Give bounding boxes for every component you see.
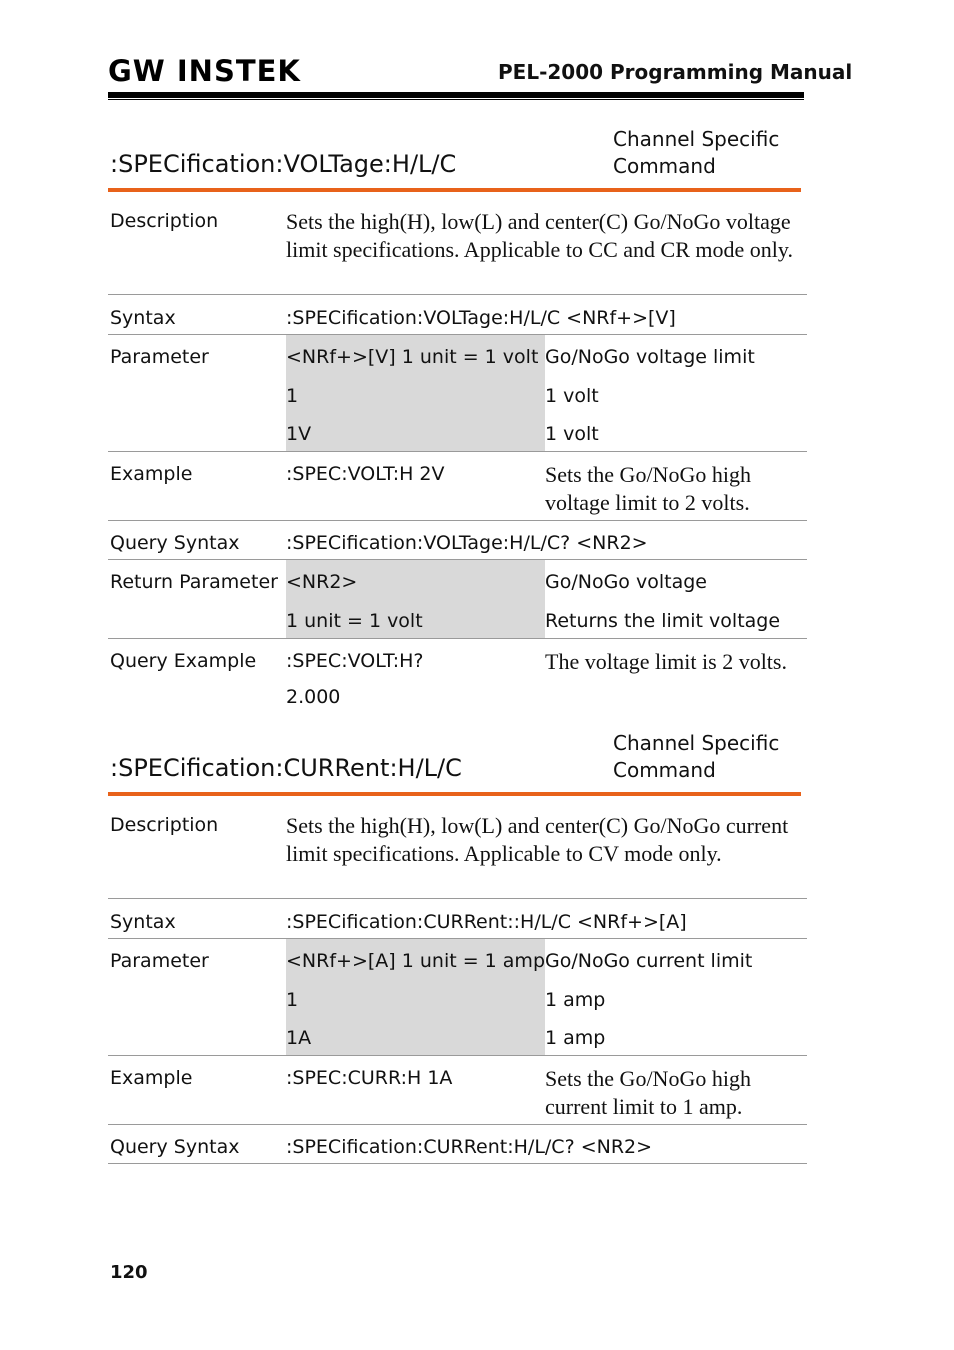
query-syntax-label: Query Syntax xyxy=(110,1136,240,1158)
description-text: Sets the high(H), low(L) and center(C) Go/NoGo voltage limit specifications. Applicable to CC and CR mode only. xyxy=(286,209,793,262)
parameter-label: Parameter xyxy=(110,346,209,368)
header-rule xyxy=(108,92,804,98)
section-rule xyxy=(108,792,801,796)
parameter-desc: 1 amp xyxy=(545,989,606,1011)
example-label: Example xyxy=(110,463,193,485)
query-example-label: Query Example xyxy=(110,650,257,672)
syntax-label: Syntax xyxy=(110,911,176,933)
row-divider xyxy=(108,898,807,899)
return-desc: Returns the limit voltage xyxy=(545,610,781,632)
description-text: Sets the high(H), low(L) and center(C) Go/NoGo current limit specifications. Applicable to CV mode only. xyxy=(286,813,789,866)
channel-specific-tag xyxy=(613,730,779,784)
query-example-description: The voltage limit is 2 volts. xyxy=(545,649,787,674)
tag-line-2: Command xyxy=(613,758,716,782)
parameter-desc: Go/NoGo voltage limit xyxy=(545,346,755,368)
query-syntax-label: Query Syntax xyxy=(110,532,240,554)
channel-specific-tag xyxy=(613,126,779,180)
parameter-value: 1 xyxy=(286,989,299,1011)
parameter-value: 1A xyxy=(286,1027,312,1049)
syntax-text: :SPECification:VOLTage:H/L/C <NRf+>[V] xyxy=(286,307,676,329)
example-label: Example xyxy=(110,1067,193,1089)
section-title-current: :SPECification:CURRent:H/L/C xyxy=(110,754,462,782)
query-example-result: 2.000 xyxy=(286,686,341,708)
description-label: Description xyxy=(110,210,219,232)
parameter-value: 1 xyxy=(286,385,299,407)
query-syntax-text: :SPECification:CURRent:H/L/C? <NR2> xyxy=(286,1136,653,1158)
row-divider xyxy=(108,451,807,452)
query-syntax-text: :SPECification:VOLTage:H/L/C? <NR2> xyxy=(286,532,648,554)
row-divider xyxy=(108,520,807,521)
return-desc: Go/NoGo voltage xyxy=(545,571,707,593)
parameter-value: <NRf+>[V] 1 unit = 1 volt xyxy=(286,346,539,368)
parameter-label: Parameter xyxy=(110,950,209,972)
svg-text:GW INSTEK: GW INSTEK xyxy=(108,54,301,88)
syntax-label: Syntax xyxy=(110,307,176,329)
example-command: :SPEC:VOLT:H 2V xyxy=(286,463,445,485)
parameter-desc: Go/NoGo current limit xyxy=(545,950,753,972)
return-value: <NR2> xyxy=(286,571,358,593)
tag-line-2: Command xyxy=(613,154,716,178)
example-command: :SPEC:CURR:H 1A xyxy=(286,1067,453,1089)
row-divider xyxy=(108,1124,807,1125)
manual-title: PEL-2000 Programming Manual xyxy=(498,60,853,84)
row-divider xyxy=(108,294,807,295)
parameter-desc: 1 amp xyxy=(545,1027,606,1049)
row-divider xyxy=(108,1163,807,1164)
gw-instek-logo xyxy=(108,54,301,88)
tag-line-1: Channel Specific xyxy=(613,731,780,755)
section-title-voltage: :SPECification:VOLTage:H/L/C xyxy=(110,150,457,178)
section-rule xyxy=(108,188,801,192)
return-parameter-label: Return Parameter xyxy=(110,571,278,593)
query-example-command: :SPEC:VOLT:H? xyxy=(286,650,424,672)
parameter-desc: 1 volt xyxy=(545,423,599,445)
return-value: 1 unit = 1 volt xyxy=(286,610,423,632)
example-description: Sets the Go/NoGo high voltage limit to 2 volts. xyxy=(545,462,751,515)
description-label: Description xyxy=(110,814,219,836)
row-divider xyxy=(108,638,807,639)
parameter-value: 1V xyxy=(286,423,312,445)
tag-line-1: Channel Specific xyxy=(613,127,780,151)
parameter-value: <NRf+>[A] 1 unit = 1 amp xyxy=(286,950,546,972)
parameter-desc: 1 volt xyxy=(545,385,599,407)
header-rule-thin xyxy=(108,99,804,100)
row-divider xyxy=(108,1055,807,1056)
example-description: Sets the Go/NoGo high current limit to 1 amp. xyxy=(545,1066,751,1119)
syntax-text: :SPECification:CURRent::H/L/C <NRf+>[A] xyxy=(286,911,687,933)
page-number: 120 xyxy=(110,1262,148,1283)
